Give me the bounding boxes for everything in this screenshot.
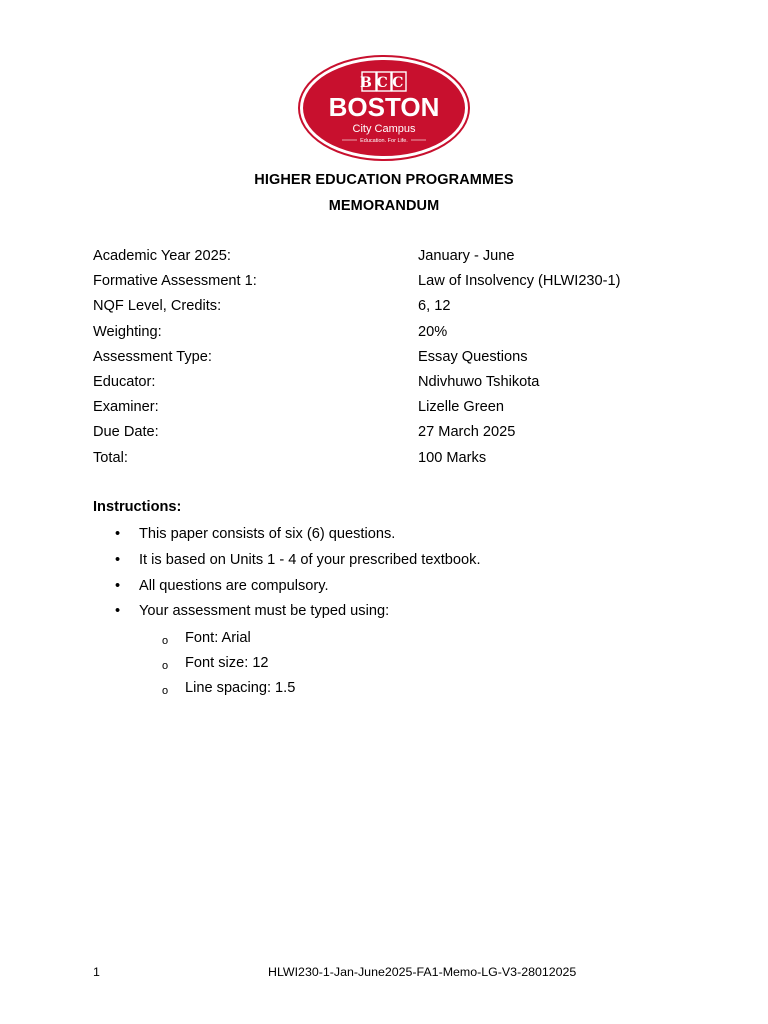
logo-name: BOSTON [328, 92, 440, 122]
detail-label: Total: [93, 449, 128, 466]
formatting-text: Font size: 12 [185, 655, 269, 671]
list-item [162, 629, 662, 654]
logo-monogram: BCC [360, 75, 408, 91]
list-item [162, 654, 662, 679]
instruction-text: All questions are compulsory. [139, 577, 329, 594]
logo-tagline: Education. For Life. [360, 138, 408, 144]
formatting-text: Line spacing: 1.5 [185, 680, 296, 696]
detail-row [93, 449, 693, 474]
instructions-list [115, 525, 715, 628]
detail-value: January - June [418, 248, 515, 264]
detail-row [93, 297, 693, 322]
page-number: 1 [93, 965, 100, 979]
detail-row [93, 398, 693, 423]
bullet-icon: • [115, 603, 121, 620]
detail-label: Assessment Type: [93, 348, 212, 365]
detail-value: 20% [418, 323, 448, 340]
circle-bullet-icon: o [162, 685, 169, 697]
list-item [162, 679, 662, 704]
bullet-icon: • [115, 577, 121, 594]
detail-value: Essay Questions [418, 348, 528, 365]
instructions-title: Instructions: [93, 499, 182, 515]
bullet-icon: • [115, 551, 121, 568]
detail-label: Academic Year 2025: [93, 248, 231, 264]
detail-label: Formative Assessment 1: [93, 273, 257, 290]
logo-campus: City Campus [352, 123, 416, 135]
document-code: HLWI230-1-Jan-June2025-FA1-Memo-LG-V3-28012025 [268, 965, 577, 979]
programme-heading: HIGHER EDUCATION PROGRAMMES [254, 172, 514, 188]
detail-row [93, 348, 693, 373]
detail-value: Law of Insolvency (HLWI230-1) [418, 273, 621, 290]
formatting-text: Font: Arial [185, 630, 251, 646]
circle-bullet-icon: o [162, 635, 169, 647]
detail-row [93, 373, 693, 398]
detail-label: Weighting: [93, 323, 162, 340]
detail-label: Examiner: [93, 399, 159, 416]
formatting-list [162, 629, 662, 704]
detail-row [93, 423, 693, 448]
bullet-icon: • [115, 526, 121, 542]
assessment-details [93, 247, 693, 474]
detail-row [93, 272, 693, 297]
boston-city-campus-logo [297, 54, 471, 162]
detail-value: 6, 12 [418, 298, 451, 315]
list-item [115, 577, 715, 603]
detail-label: NQF Level, Credits: [93, 298, 222, 315]
list-item [115, 525, 715, 551]
detail-row [93, 247, 693, 272]
detail-value: 27 March 2025 [418, 424, 516, 441]
detail-label: Due Date: [93, 424, 159, 441]
detail-row [93, 323, 693, 348]
list-item [115, 551, 715, 577]
detail-label: Educator: [93, 373, 156, 390]
instruction-text: This paper consists of six (6) questions. [139, 526, 396, 542]
instruction-text: It is based on Units 1 - 4 of your prescribed textbook. [139, 551, 481, 568]
memorandum-heading: MEMORANDUM [328, 198, 440, 214]
detail-value: 100 Marks [418, 449, 487, 466]
circle-bullet-icon: o [162, 660, 169, 672]
instruction-text: Your assessment must be typed using: [139, 603, 390, 620]
logo-emblem [297, 54, 471, 162]
detail-value: Ndivhuwo Tshikota [418, 373, 540, 390]
list-item [115, 602, 715, 628]
detail-value: Lizelle Green [418, 399, 504, 416]
